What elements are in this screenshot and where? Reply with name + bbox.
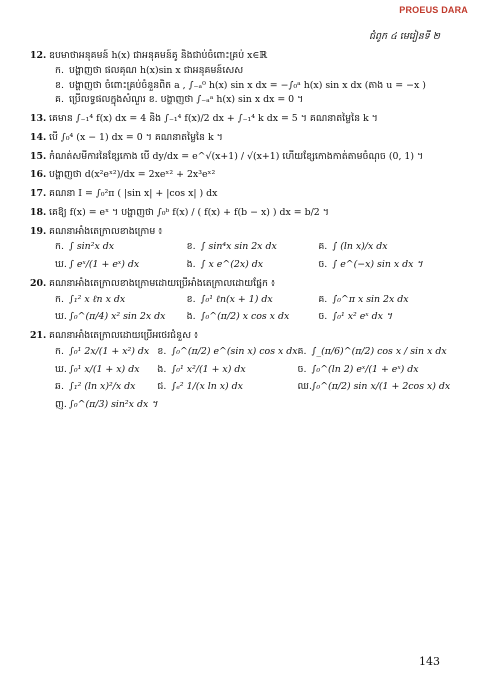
exercise-grid — [55, 241, 450, 271]
item-label: ឃ. — [55, 311, 67, 323]
integral-expression: ∫ sin²x dx — [69, 241, 115, 253]
item-label: ង. — [186, 259, 196, 270]
problem-statement: បើ ∫₀⁴ (x − 1) dx = 0 ។ គណនាតម្លៃនៃ k ។ — [49, 131, 223, 143]
item-label: ច. — [318, 311, 328, 323]
exercise-item — [187, 241, 319, 253]
exercise-item — [298, 381, 451, 393]
problem-statement: ឧបមាថាអនុគមន៍ h(x) ជាអនុគមន៍គូ និងជាប់ចំពោះគ្រប់ x∈ℝ — [49, 50, 268, 61]
problem-15 — [30, 151, 450, 163]
problem-16 — [30, 169, 450, 181]
exercise-item — [55, 311, 187, 323]
sub-question — [55, 65, 450, 77]
problem-statement: គណនា I = ∫₀²π ( |sin x| + |cos x| ) dx — [49, 188, 218, 199]
page-number: 143 — [419, 655, 440, 668]
item-label: ក. — [55, 241, 64, 253]
item-label: ញ. — [55, 399, 67, 410]
problem-number: 13. — [30, 113, 47, 124]
problem-number: 15. — [30, 150, 47, 162]
item-label: ឃ. — [55, 363, 67, 375]
item-label: ខ. — [186, 293, 196, 305]
exercise-item — [187, 294, 319, 306]
item-label: ក. — [55, 293, 64, 305]
sub-label: ក. — [55, 64, 64, 76]
problem-13 — [30, 113, 450, 125]
integral-expression: ∫ (ln x)/x dx — [332, 241, 388, 253]
integral-expression: ∫₀^(π/3) sin²x dx ។ — [69, 399, 158, 410]
integral-expression: ∫₁² (ln x)²/x dx — [69, 381, 136, 393]
problem-number: 19. — [30, 225, 47, 237]
exercise-item — [55, 399, 157, 411]
integral-expression: ∫₀^(π/2) x cos x dx — [200, 311, 290, 323]
integral-expression: ∫₁² x ℓn x dx — [69, 293, 126, 305]
exercise-item — [187, 311, 319, 323]
integral-expression: ∫ x e^(2x) dx — [200, 259, 264, 270]
exercise-item — [318, 311, 450, 323]
sub-question — [55, 94, 450, 106]
problem-statement: គណនាអាំងតេក្រាលខាងក្រោម ៖ — [49, 225, 163, 237]
item-label: គ. — [318, 293, 328, 305]
problem-statement: កំណត់សមីការនៃខ្សែកោង បើ dy/dx = e^√(x+1) / √(x+1) ហើយខ្សែកោងកាត់តាមចំណុច (0, 1) ។ — [49, 150, 424, 162]
problem-number: 21. — [30, 330, 47, 341]
integral-expression: ∫ e^(−x) sin x dx ។ — [332, 259, 423, 270]
exercise-item — [55, 364, 157, 376]
exercise-item — [298, 346, 451, 358]
exercise-item — [55, 346, 157, 358]
problem-statement: គណនាអាំងតេក្រាលខាងក្រោមដោយប្រើអាំងតេក្រាលដោយផ្នែក ៖ — [49, 277, 276, 289]
integral-expression: ∫₀¹ ℓn(x + 1) dx — [200, 293, 273, 305]
sub-text: បង្ហាញថា ចំពោះគ្រប់ចំនួនពិត a , ∫₋ₐ⁰ h(x) sin x dx = −∫₀ᵃ h(x) sin x dx (តាង u = −x ) — [69, 79, 426, 91]
sub-label: ខ. — [55, 79, 64, 91]
exercise-item — [55, 294, 187, 306]
exercise-item — [157, 364, 297, 376]
problem-number: 16. — [30, 169, 47, 181]
item-label: ឃ. — [55, 259, 67, 270]
integral-expression: ∫₀^(π/2) sin x/(1 + 2cos x) dx — [311, 381, 451, 393]
chapter-heading: ជំពូក ៤ មេរៀនទី ២ — [368, 31, 440, 42]
item-label: ង. — [157, 363, 167, 375]
item-label: ខ. — [186, 241, 196, 253]
item-label: គ. — [318, 241, 328, 253]
brand-label: PROEUS DARA — [399, 5, 468, 15]
item-label: គ. — [297, 345, 307, 357]
integral-expression: ∫₀^(ln 2) eˣ/(1 + eˣ) dx — [311, 363, 419, 375]
integral-expression: ∫ eˣ/(1 + eˣ) dx — [69, 259, 140, 270]
problem-statement: គេឱ្យ f(x) = eˣ ។ បង្ហាញថា ∫₀ᵇ f(x) / ( f(x) + f(b − x) ) dx = b/2 ។ — [49, 206, 329, 218]
integral-expression: ∫₀¹ x/(1 + x) dx — [69, 363, 140, 375]
item-label: ជ. — [157, 381, 167, 393]
problem-21 — [30, 330, 450, 411]
item-label: ច. — [297, 363, 307, 375]
exercise-item — [318, 259, 450, 271]
integral-expression: ∫ sin⁴x sin 2x dx — [200, 241, 277, 253]
exercise-item — [157, 381, 297, 393]
problem-number: 14. — [30, 131, 47, 143]
exercise-item — [157, 346, 297, 358]
exercise-item — [55, 381, 157, 393]
problem-12 — [30, 50, 450, 106]
integral-expression: ∫₀¹ x² eˣ dx ។ — [332, 311, 393, 323]
exercise-item — [318, 294, 450, 306]
problem-statement: គណនាអាំងតេក្រាលដោយប្រើអថេរជំនួស ៖ — [49, 330, 199, 341]
exercise-item — [55, 259, 187, 271]
integral-expression: ∫_(π/6)^(π/2) cos x / sin x dx — [311, 345, 447, 357]
integral-expression: ∫₀^(π/4) x² sin 2x dx — [69, 311, 166, 323]
integral-expression: ∫ₑ² 1/(x ln x) dx — [171, 381, 243, 393]
problem-number: 20. — [30, 277, 47, 289]
exercise-item — [187, 259, 319, 271]
exercise-grid — [55, 294, 450, 324]
problem-number: 12. — [30, 50, 47, 61]
exercise-item — [55, 241, 187, 253]
problem-20 — [30, 278, 450, 323]
exercise-item — [298, 364, 451, 376]
item-label: ក. — [55, 345, 64, 357]
integral-expression: ∫₀^(π/2) e^(sin x) cos x dx — [171, 345, 298, 357]
integral-expression: ∫₀^π x sin 2x dx — [332, 293, 409, 305]
sub-text: បង្ហាញថា ផលគុណ h(x)sin x ជាអនុគមន៍សេស — [69, 64, 244, 76]
sub-text: ប្រើលទ្ធផលក្នុងសំណួរ ខ. បង្ហាញថា ∫₋ₐᵃ h(x) sin x dx = 0 ។ — [69, 94, 304, 106]
problem-19 — [30, 226, 450, 271]
integral-expression: ∫₀¹ 2x/(1 + x²) dx — [69, 345, 150, 357]
item-label: ខ. — [157, 345, 167, 357]
problem-statement: គេមាន ∫₋₁⁴ f(x) dx = 4 និង ∫₋₁⁴ f(x)/2 dx + ∫₋₁⁴ k dx = 5 ។ គណនាតម្លៃនៃ k ។ — [49, 113, 378, 124]
problem-14 — [30, 132, 450, 144]
item-label: ង. — [186, 311, 196, 323]
problem-number: 17. — [30, 188, 47, 199]
exercise-grid — [55, 346, 450, 411]
problem-statement: បង្ហាញថា d(x²eˣ²)/dx = 2xeˣ² + 2x³eˣ² — [49, 169, 216, 181]
problem-18 — [30, 207, 450, 219]
item-label: ឈ. — [297, 381, 312, 393]
problem-17 — [30, 188, 450, 200]
integral-expression: ∫₀¹ x²/(1 + x) dx — [171, 363, 246, 375]
sub-question — [55, 80, 450, 92]
problem-list — [30, 50, 450, 418]
item-label: ឆ. — [55, 381, 64, 393]
problem-number: 18. — [30, 206, 47, 218]
exercise-item — [318, 241, 450, 253]
sub-label: គ. — [55, 94, 64, 106]
item-label: ច. — [318, 259, 328, 270]
